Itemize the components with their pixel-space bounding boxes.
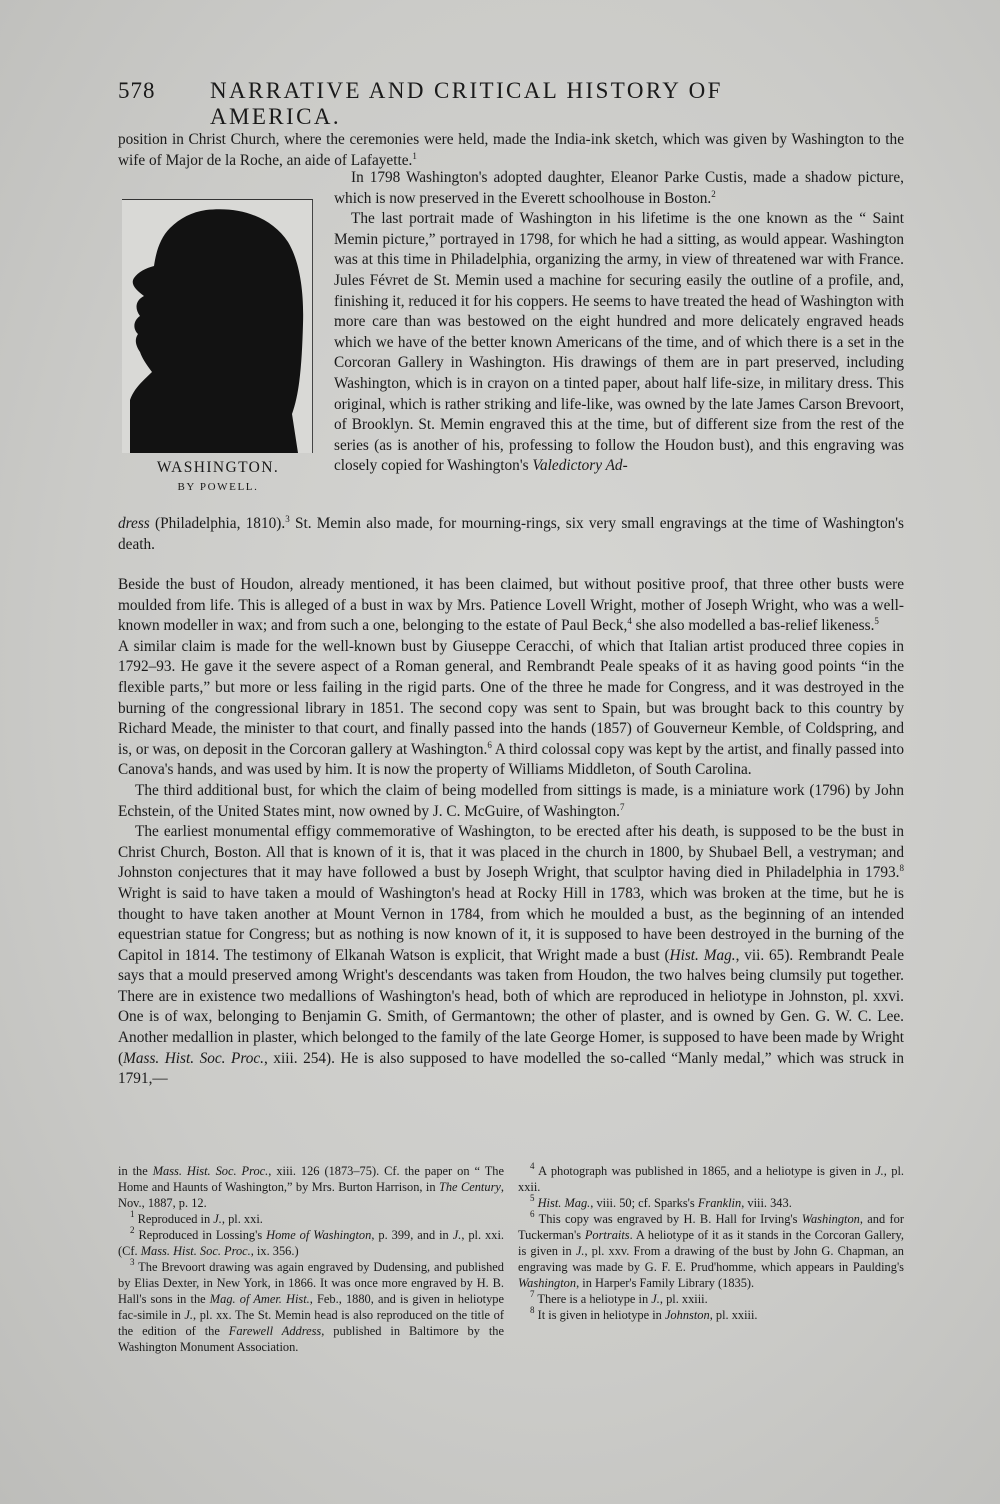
running-head xyxy=(118,78,808,129)
footnote: $^8$ It is given in heliotype in Johnston, pl. xxiii. xyxy=(530,1305,758,1322)
intro-text: position in Christ Church, where the ceremonies were held, made the India-ink sketch, which was given by Washington to the wife of Major de la Roche, an aide of Lafayette. xyxy=(118,131,904,169)
footnotes-right-column xyxy=(518,1163,904,1355)
footnote-ref: 3 xyxy=(285,514,290,524)
footnote-ref: 8 xyxy=(899,863,904,874)
footnote-ref: 7 xyxy=(619,801,625,812)
figure-caption-credit: BY POWELL. xyxy=(177,481,259,493)
intro-paragraph xyxy=(118,130,904,171)
paragraph: The third additional bust, for which the claim of being modelled from sittings is made, is a miniature work (1796) by John Echstein, of the United States mint, now owned by J. C. McGuire, of Washington.$^7$ xyxy=(118,781,904,820)
figure-caption-title: WASHINGTON. xyxy=(156,459,280,476)
footnote: $^7$ There is a heliotype in J., pl. xxiii. xyxy=(530,1289,708,1306)
paragraph: The last portrait made of Washington in his lifetime is the one known as the “ Saint Memin picture,” portrayed in 1798, for which he had a sitting, as would appear. Washington was at this time in Philadelphia, organizing the army, in view of threatened war with France. Jules Févret de St. Memin used a machine for securing easily the outline of a profile, and, finishing it, reduced it for his coppers. He seems to have treated the head of Washington with more care than was bestowed on the eight hundred and more delicately engraved heads which we have of the better known Americans of the time, and of which there is a set in the Corcoran Gallery in Washington. His drawings of them are in part preserved, including Washington, which is in crayon on a tinted paper, about half life-size, in military dress. This original, which is rather striking and life-like, was owned by the late James Carson Brevoort, of Brooklyn. St. Memin engraved this at the time, but of different size from the rest of the series (as is another of his, professing to follow the Houdon bust), and this engraving was closely copied for Washington's Valedictory Ad- xyxy=(334,210,904,475)
paragraph: In 1798 Washington's adopted daughter, Eleanor Parke Custis, made a shadow picture, which is now preserved in the Everett schoolhouse in Boston.$^2$ xyxy=(334,169,904,207)
footnote-ref: 2 xyxy=(711,188,716,199)
footnote: $^6$ This copy was engraved by H. B. Hall for Irving's Washington, and for Tuckerman's Portraits. A heliotype of it as it stands in the Corcoran Gallery, is given in J., pl. xxv. From a drawing of the bust by John G. Chapman, an engraving was made by G. F. E. Prud'homme, which appears in Paulding's Washington, in Harper's Family Library (1835). xyxy=(518,1209,905,1290)
footnote-ref: 1 xyxy=(412,150,417,161)
main-text xyxy=(118,575,904,1090)
paragraph: Beside the bust of Houdon, already mentioned, it has been claimed, but without positive proof, that three other busts were moulded from life. This is alleged of a bust in wax by Mrs. Patience Lovell Wright, mother of Joseph Wright, who was a well-known modeller in wax; and from such a one, belonging to the estate of Paul Beck,$^4$ she also modelled a bas-relief likeness.$^5$ xyxy=(118,576,904,635)
footnote-ref: 5 xyxy=(874,616,879,627)
footnote-ref: 6 xyxy=(487,739,492,750)
footnote: in the Mass. Hist. Soc. Proc., xiii. 126 (1873–75). Cf. the paper on “ The Home and Haunts of Washington,” by Mrs. Burton Harrison, in The Century, Nov., 1887, p. 12. xyxy=(118,1164,504,1210)
paragraph: The earliest monumental effigy commemorative of Washington, to be erected after his death, is supposed to be the bust in Christ Church, Boston. All that is known of it is, that it was placed in the church in 1800, by Shubael Bell, a vestryman; and Johnston conjectures that it may have followed a bust by Joseph Wright, that sculptor having died in Philadelphia in 1793.$^8$ Wright is said to have taken a mould of Washington's head at Rocky Hill in 1783, which was broken at the time, but he is thought to have taken another at Mount Vernon in 1784, from which he moulded a bust, as the beginning of an intended equestrian statue for Congress; but as nothing is now known of it, it is supposed to have been destroyed in the burning of the Capitol in 1814. The testimony of Elkanah Watson is explicit, that Wright made a bust (Hist. Mag., vii. 65). Rembrandt Peale says that a mould preserved among Wright's descendants was taken from Houdon, the two halves being clumsily put together. There are in existence two medallions of Washington's head, both of which are reproduced in heliotype in Johnston, pl. xxvi. One is of wax, belonging to Benjamin G. Smith, of Germantown; the other of plaster, and is owned by Gen. G. W. C. Lee. Another medallion in plaster, which belonged to the family of the late George Homer, is supposed to have been made by Wright (Mass. Hist. Soc. Proc., xiii. 254). He is also supposed to have modelled the so-called “Manly medal,” which was struck in 1791,— xyxy=(118,823,905,1088)
washington-silhouette-icon xyxy=(122,200,312,453)
footnotes xyxy=(118,1163,904,1355)
text-below-figure: dress (Philadelphia, 1810).$^3$ St. Memin also made, for mourning-rings, six very small engravings at the time of Washington's death. xyxy=(118,514,904,553)
silhouette-figure xyxy=(118,197,318,557)
footnote-ref: 4 xyxy=(627,616,632,627)
footnotes-left-column xyxy=(118,1163,504,1355)
paragraph: A similar claim is made for the well-known bust by Giuseppe Ceracchi, of which that Italian artist produced three copies in 1792–93. He gave it the severe aspect of a Roman general, and Rembrandt Peale speaks of it as having good points “in the flexible parts,” but more or less failing in the rigid parts. One of the three he made for Congress, and it was destroyed in the burning of the congressional library in 1851. The second copy was sent to Spain, but was brought back to this country by Richard Meade, the minister to that court, and finally passed into the hands (1857) of Gouverneur Kemble, of Coldspring, and is, or was, on deposit in the Corcoran gallery at Washington.$^6$ A third colossal copy was kept by the artist, and finally passed into Canova's hands, and was used by him. It is now the property of Williams Middleton, of South Carolina. xyxy=(118,637,904,779)
silhouette-image xyxy=(122,199,313,453)
footnote: $^2$ Reproduced in Lossing's Home of Washington, p. 399, and in J., pl. xxi. (Cf. Mass. Hist. Soc. Proc., ix. 356.) xyxy=(118,1225,504,1258)
running-title: NARRATIVE AND CRITICAL HISTORY OF AMERICA. xyxy=(210,78,723,129)
footnote: $^5$ Hist. Mag., viii. 50; cf. Sparks's Franklin, viii. 343. xyxy=(530,1193,792,1210)
footnote: $^1$ Reproduced in J., pl. xxi. xyxy=(130,1209,263,1226)
footnote: $^3$ The Brevoort drawing was again engraved by Dudensing, and published by Elias Dexter, in New York, in 1866. It was once more engraved by H. B. Hall's sons in the Mag. of Amer. Hist., Feb., 1880, and is given in heliotype fac-simile in J., pl. xx. The St. Memin head is also reproduced on the title of the edition of the Farewell Address, published in Baltimore by the Washington Monument Association. xyxy=(118,1257,504,1354)
footnote: $^4$ A photograph was published in 1865, and a heliotype is given in J., pl. xxii. xyxy=(518,1161,904,1194)
text-beside-figure xyxy=(334,168,904,477)
page-number: 578 xyxy=(118,78,156,103)
